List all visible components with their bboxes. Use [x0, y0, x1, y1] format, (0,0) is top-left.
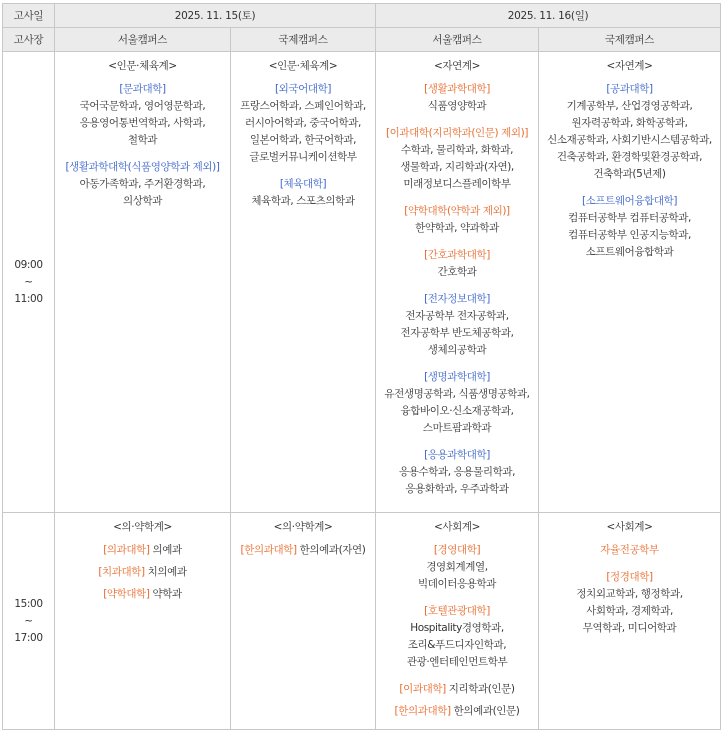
date-1: 2025. 11. 15(토) — [55, 4, 376, 28]
college-group — [378, 125, 536, 193]
college-title: [생활과학대학(식품영양학과 제외)] — [65, 161, 220, 173]
morning-cell — [55, 52, 231, 513]
department-line: 한의예과(자연) — [299, 544, 366, 556]
college-group — [541, 193, 718, 261]
college-title: 자율전공학부 — [600, 544, 659, 556]
category-heading: <자연계> — [606, 60, 653, 72]
college-group — [541, 81, 718, 183]
college-title: [호텔관광대학] — [424, 605, 490, 617]
college-group — [233, 81, 373, 166]
college-group — [57, 81, 228, 149]
college-group — [233, 176, 373, 210]
category-heading: <인문·체육계> — [268, 60, 338, 72]
college-group — [541, 542, 718, 559]
department-line: 프랑스어학과, 스페인어학과, — [240, 100, 366, 112]
college-title: [소프트웨어융합대학] — [581, 195, 678, 207]
category-heading: <의·약학계> — [113, 521, 172, 533]
department-line: 소프트웨어융합학과 — [585, 246, 674, 258]
department-line: 미래정보디스플레이학부 — [403, 178, 511, 190]
department-line: 지리학과(인문) — [448, 683, 515, 695]
department-line: 한의예과(인문) — [453, 705, 520, 717]
department-line: 건축학과(5년제) — [593, 168, 666, 180]
department-line: 정치외교학과, 행정학과, — [576, 588, 683, 600]
college-group — [378, 447, 536, 498]
college-group — [378, 603, 536, 671]
college-title: [문과대학] — [119, 83, 166, 95]
morning-cell — [539, 52, 721, 513]
department-line: Hospitality경영학과, — [410, 622, 504, 634]
department-line: 관광·엔터테인먼트학부 — [406, 656, 508, 668]
college-title: [체육대학] — [279, 178, 327, 190]
college-group — [378, 369, 536, 437]
exam-schedule-table — [2, 3, 721, 730]
department-line: 철학과 — [127, 134, 158, 146]
category-heading: <사회계> — [434, 521, 481, 533]
department-line: 무역학과, 미디어학과 — [582, 622, 677, 634]
college-group — [378, 291, 536, 359]
department-line: 전자공학부 반도체공학과, — [400, 327, 514, 339]
department-line: 빅데이터응용학과 — [418, 578, 496, 590]
department-line: 수학과, 물리학과, 화학과, — [400, 144, 514, 156]
college-title: [생명과학대학] — [424, 371, 490, 383]
morning-cell — [376, 52, 539, 513]
college-title: [생활과학대학] — [424, 83, 490, 95]
afternoon-row — [3, 513, 721, 730]
department-line: 응용수학과, 응용물리학과, — [399, 466, 516, 478]
college-group — [57, 159, 228, 210]
department-line: 기계공학부, 산업경영공학과, — [566, 100, 693, 112]
department-line: 사회학과, 경제학과, — [586, 605, 673, 617]
department-line: 식품영양학과 — [427, 100, 487, 112]
college-title: [외국어대학] — [274, 83, 332, 95]
department-line: 응용영어통번역학과, 사학과, — [79, 117, 206, 129]
department-line: 응용화학과, 우주과학과 — [405, 483, 509, 495]
morning-cell — [231, 52, 376, 513]
afternoon-cell — [55, 513, 231, 730]
department-line: 간호학과 — [437, 266, 477, 278]
category-heading: <의·약학계> — [273, 521, 333, 533]
college-inline — [57, 564, 228, 581]
department-line: 약학과 — [152, 588, 182, 600]
college-title: [응용과학대학] — [424, 449, 490, 461]
category-heading: <사회계> — [606, 521, 653, 533]
venue-label: 고사장 — [3, 28, 55, 52]
college-inline — [378, 681, 536, 698]
morning-row — [3, 52, 721, 513]
venue-3: 서울캠퍼스 — [376, 28, 539, 52]
header-row-dates — [3, 4, 721, 28]
venue-2: 국제캠퍼스 — [231, 28, 376, 52]
college-title: [치과대학] — [98, 566, 145, 578]
department-line: 글로벌커뮤니케이션학부 — [249, 151, 357, 163]
department-line: 치의예과 — [147, 566, 187, 578]
department-line: 체육학과, 스포츠의학과 — [251, 195, 355, 207]
afternoon-cell — [539, 513, 721, 730]
college-title: [약학대학(약학과 제외)] — [404, 205, 510, 217]
college-group — [378, 81, 536, 115]
department-line: 의예과 — [152, 544, 182, 556]
department-line: 아동가족학과, 주거환경학과, — [79, 178, 206, 190]
college-title: [이과대학] — [399, 683, 446, 695]
afternoon-cell — [376, 513, 539, 730]
college-title: [전자정보대학] — [424, 293, 490, 305]
venue-4: 국제캠퍼스 — [539, 28, 721, 52]
college-title: [경영대학] — [433, 544, 481, 556]
category-heading: <인문·체육계> — [108, 60, 177, 72]
department-line: 조리&푸드디자인학과, — [407, 639, 507, 651]
college-inline — [233, 542, 373, 559]
department-line: 유전생명공학과, 식품생명공학과, — [384, 388, 530, 400]
category-heading: <자연계> — [434, 60, 481, 72]
department-line: 전자공학부 전자공학과, — [405, 310, 509, 322]
college-title: [한의과대학] — [394, 705, 451, 717]
department-line: 국어국문학과, 영어영문학과, — [79, 100, 206, 112]
department-line: 건축공학과, 환경학및환경공학과, — [556, 151, 703, 163]
department-line: 컴퓨터공학부 컴퓨터공학과, — [568, 212, 691, 224]
college-group — [378, 203, 536, 237]
department-line: 일본어학과, 한국어학과, — [249, 134, 357, 146]
department-line: 컴퓨터공학부 인공지능학과, — [568, 229, 691, 241]
college-title: [공과대학] — [606, 83, 653, 95]
afternoon-cell — [231, 513, 376, 730]
morning-time: 09:00 ~ 11:00 — [3, 52, 55, 513]
department-line: 신소재공학과, 사회기반시스템공학과, — [547, 134, 712, 146]
college-inline — [57, 542, 228, 559]
department-line: 러시아어학과, 중국어학과, — [245, 117, 361, 129]
college-group — [541, 569, 718, 637]
college-title: [약학대학] — [103, 588, 150, 600]
exam-day-label: 고사일 — [3, 4, 55, 28]
college-group — [378, 542, 536, 593]
college-title: [한의과대학] — [240, 544, 297, 556]
college-title: [간호과학대학] — [424, 249, 490, 261]
department-line: 융합바이오·신소재공학과, — [400, 405, 514, 417]
college-group — [378, 247, 536, 281]
college-title: [정경대학] — [606, 571, 653, 583]
department-line: 생체의공학과 — [427, 344, 487, 356]
department-line: 한약학과, 약과학과 — [415, 222, 499, 234]
department-line: 스마트팜과학과 — [422, 422, 492, 434]
department-line: 원자력공학과, 화학공학과, — [571, 117, 688, 129]
college-title: [의과대학] — [103, 544, 150, 556]
department-line: 생물학과, 지리학과(자연), — [400, 161, 514, 173]
venue-1: 서울캠퍼스 — [55, 28, 231, 52]
college-title: [이과대학(지리학과(인문) 제외)] — [385, 127, 529, 139]
afternoon-time: 15:00 ~ 17:00 — [3, 513, 55, 730]
college-inline — [57, 586, 228, 603]
date-2: 2025. 11. 16(일) — [376, 4, 721, 28]
department-line: 경영회계계열, — [426, 561, 488, 573]
header-row-venues — [3, 28, 721, 52]
department-line: 의상학과 — [123, 195, 162, 207]
